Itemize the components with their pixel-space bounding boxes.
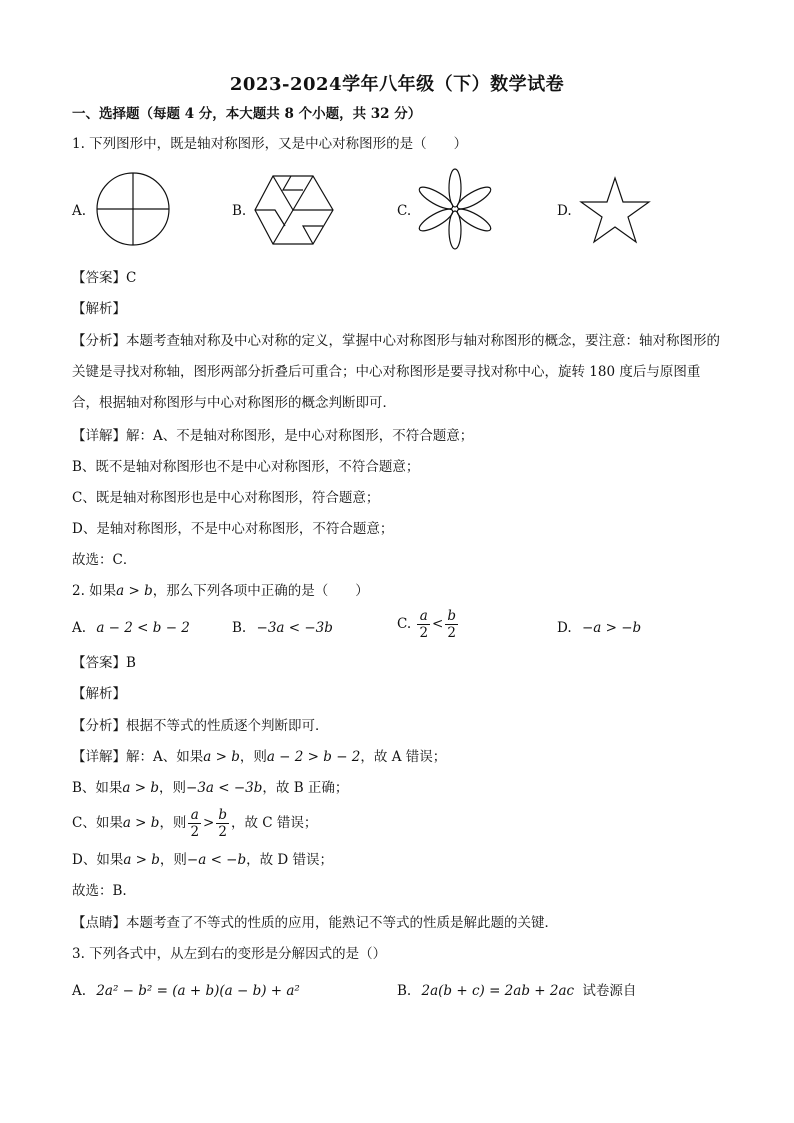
question-2-stem bbox=[72, 581, 369, 601]
q2-detail-line-b bbox=[72, 778, 348, 798]
five-point-star-figure bbox=[578, 176, 652, 244]
fraction-denominator: 2 bbox=[218, 824, 227, 840]
detail-math: a > b bbox=[203, 749, 240, 765]
detail-text: ，故 A 错误； bbox=[360, 749, 447, 765]
fraction bbox=[216, 807, 229, 840]
detail-math: a − 2 > b − 2 bbox=[266, 749, 361, 765]
fraction-denominator: 2 bbox=[419, 625, 429, 641]
detail-math: a > b bbox=[123, 852, 160, 868]
q1-option-c-label: C. bbox=[397, 203, 412, 219]
q2-option-c-operator: < bbox=[432, 616, 444, 632]
q3-option-b-label: B. bbox=[397, 983, 412, 999]
q3-option-a bbox=[72, 981, 300, 1001]
section-heading: 一、选择题（每题 4 分，本大题共 8 个小题，共 32 分） bbox=[72, 106, 422, 122]
fraction-numerator: b bbox=[218, 807, 227, 823]
q2-jiexi-heading: 【解析】 bbox=[72, 686, 126, 702]
q2-stem-suffix: ，那么下列各项中正确的是（ ） bbox=[152, 583, 369, 599]
detail-math: > bbox=[203, 815, 215, 831]
q2-analysis: 【分析】根据不等式的性质逐个判断即可． bbox=[72, 718, 329, 734]
q3-option-a-label: A. bbox=[72, 983, 87, 999]
q2-stem-math: a > b bbox=[116, 583, 153, 599]
q2-option-a bbox=[72, 618, 190, 638]
q1-detail-line: C、既是轴对称图形也是中心对称图形，符合题意； bbox=[72, 490, 380, 506]
q2-option-a-label: A. bbox=[72, 620, 87, 636]
detail-math: a > b bbox=[122, 815, 160, 831]
q2-option-b-expr: −3a < −3b bbox=[256, 620, 333, 636]
fraction bbox=[417, 608, 430, 641]
fraction-denominator: 2 bbox=[190, 824, 200, 840]
q2-option-b-label: B. bbox=[232, 620, 247, 636]
detail-math: a > b bbox=[122, 780, 160, 796]
q3-option-b-expr: 2a(b + c) = 2ab + 2ac bbox=[421, 983, 575, 999]
q2-detail-line-d bbox=[72, 850, 333, 870]
detail-text: ，则 bbox=[159, 815, 187, 831]
detail-text: ，故 C 错误； bbox=[231, 815, 318, 831]
q2-detail-line-a bbox=[72, 747, 446, 767]
q3-option-b bbox=[397, 981, 636, 1001]
q1-option-d-label: D. bbox=[557, 203, 572, 219]
detail-text: C、如果 bbox=[72, 815, 123, 831]
fraction-denominator: 2 bbox=[447, 625, 456, 641]
q2-option-c bbox=[397, 608, 460, 641]
q2-answer: 【答案】B bbox=[72, 655, 136, 671]
q1-option-a-label: A. bbox=[72, 203, 87, 219]
q1-analysis: 【分析】本题考查轴对称及中心对称的定义，掌握中心对称图形与轴对称图形的概念，要注意：轴对称图形的关键是寻找对称轴，图形两部分折叠后可重合；中心对称图形是要寻找对称中心，旋转 180 度后与原图重合，根据轴对称图形与中心对称图形的概念判断即可． bbox=[72, 333, 720, 411]
question-3-stem: 3. 下列各式中，从左到右的变形是分解因式的是（） bbox=[72, 946, 387, 962]
q1-answer: 【答案】C bbox=[72, 270, 137, 286]
fraction-numerator: a bbox=[417, 608, 430, 625]
detail-text: ，故 D 错误； bbox=[246, 852, 334, 868]
q1-detail-line: B、既不是轴对称图形也不是中心对称图形，不符合题意； bbox=[72, 459, 420, 475]
fraction-numerator: a bbox=[188, 807, 201, 824]
recycle-hexagon-figure bbox=[253, 174, 337, 246]
question-1-stem: 1. 下列图形中，既是轴对称图形，又是中心对称图形的是（ ） bbox=[72, 136, 468, 152]
detail-math: −3a < −3b bbox=[186, 780, 263, 796]
page-title: 2023-2024学年八年级（下）数学试卷 bbox=[229, 74, 565, 95]
q2-stem-prefix: 2. 如果 bbox=[72, 583, 117, 599]
detail-text: D、如果 bbox=[72, 852, 124, 868]
q2-option-d-label: D. bbox=[557, 620, 572, 636]
q1-jiexi-heading: 【解析】 bbox=[72, 301, 126, 317]
six-petal-flower-figure bbox=[414, 166, 496, 252]
fraction bbox=[445, 608, 458, 641]
pinwheel-figure bbox=[90, 168, 176, 250]
q1-detail-line: 【详解】解：A、不是轴对称图形，是中心对称图形，不符合题意； bbox=[72, 428, 474, 444]
q3-option-b-tail: 试卷源自 bbox=[582, 983, 637, 999]
q2-remark: 【点睛】本题考查了不等式的性质的应用，能熟记不等式的性质是解此题的关键． bbox=[72, 915, 558, 931]
q2-option-d-expr: −a > −b bbox=[581, 620, 642, 636]
q2-option-c-label: C. bbox=[397, 616, 412, 632]
q3-option-a-expr: 2a² − b² = (a + b)(a − b) + a² bbox=[96, 983, 300, 999]
q1-option-b-label: B. bbox=[232, 203, 247, 219]
detail-text: B、如果 bbox=[72, 780, 123, 796]
detail-math: −a < −b bbox=[186, 852, 247, 868]
detail-text: ，故 B 正确； bbox=[262, 780, 349, 796]
q2-option-b bbox=[232, 618, 333, 638]
fraction bbox=[188, 807, 201, 840]
q2-option-a-expr: a − 2 < b − 2 bbox=[96, 620, 190, 636]
detail-text: ，则 bbox=[159, 780, 187, 796]
q1-detail-line: D、是轴对称图形，不是中心对称图形，不符合题意； bbox=[72, 521, 394, 537]
detail-text: ，则 bbox=[159, 852, 187, 868]
q2-choice: 故选：B. bbox=[72, 883, 127, 899]
fraction-numerator: b bbox=[447, 608, 456, 624]
q1-choice: 故选：C． bbox=[72, 552, 137, 568]
detail-text: 【详解】解：A、如果 bbox=[72, 749, 204, 765]
detail-text: ，则 bbox=[239, 749, 267, 765]
q2-option-d bbox=[557, 618, 641, 638]
q2-detail-line-c bbox=[72, 806, 317, 840]
